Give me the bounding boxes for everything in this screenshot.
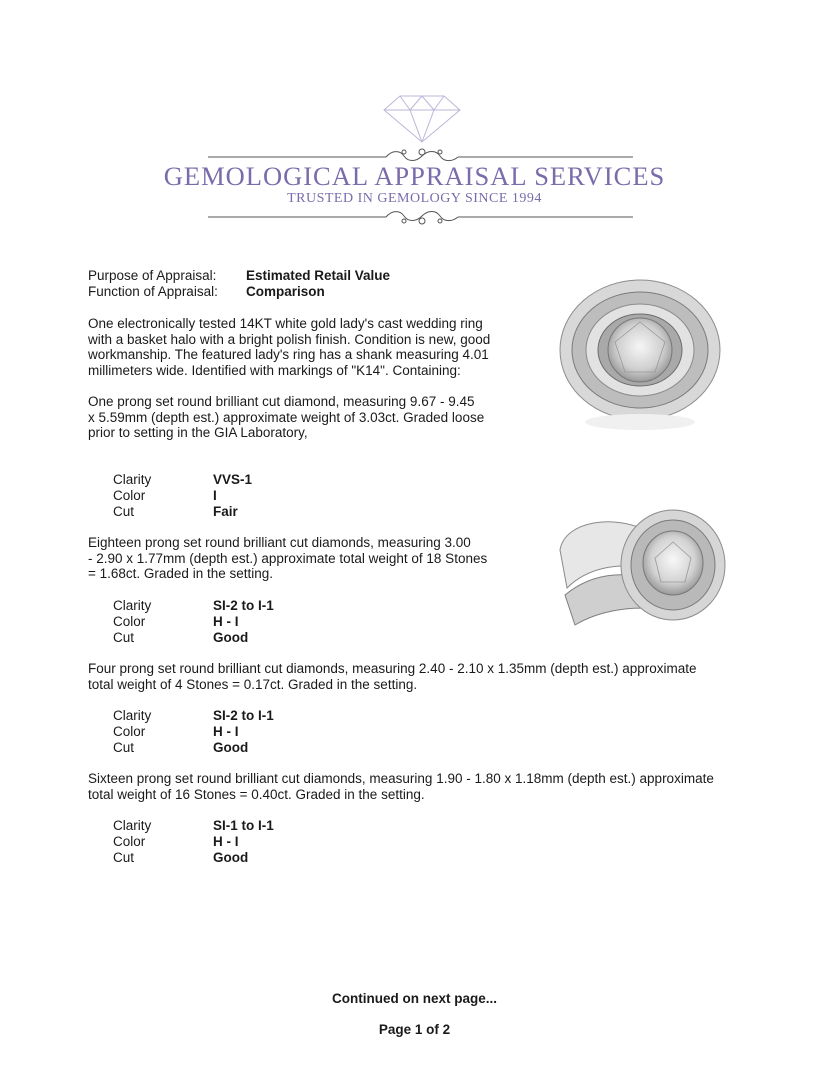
grade-value: Good [213,740,249,755]
stone-line: prior to setting in the GIA Laboratory, [88,425,308,441]
stone-description [88,771,714,802]
stone-description [88,661,697,692]
grade-value: SI-2 to I-1 [213,598,274,613]
stone-line: Eighteen prong set round brilliant cut diamonds, measuring 3.00 [88,535,471,550]
grade-label: Color [113,834,146,849]
stone-line: x 5.59mm (depth est.) approximate weight of 3.03ct. Graded loose [88,409,485,425]
stone-line: - 2.90 x 1.77mm (depth est.) approximate total weight of 18 Stones [88,550,488,566]
continued-note: Continued on next page... [332,991,497,1006]
purpose-value: Estimated Retail Value [246,268,391,283]
stone-line: Four prong set round brilliant cut diamonds, measuring 2.40 - 2.10 x 1.35mm (depth est.) approximate [88,661,697,676]
stone-description [88,394,484,441]
top-flourish [208,149,633,161]
description-line: One electronically tested 14KT white gold lady's cast wedding ring [88,316,483,331]
grade-label: Cut [113,740,135,755]
bottom-flourish [208,212,633,225]
stone-line: total weight of 16 Stones = 0.40ct. Graded in the setting. [88,786,425,802]
ring-photo-side [555,500,735,650]
function-value: Comparison [246,284,325,299]
grade-value: H - I [213,724,239,739]
grade-label: Color [113,488,146,503]
grade-label: Clarity [113,472,152,487]
grade-value: SI-1 to I-1 [213,818,274,833]
stone-line: total weight of 4 Stones = 0.17ct. Graded in the setting. [88,676,418,692]
grade-value: H - I [213,834,239,849]
company-tagline: TRUSTED IN GEMOLOGY SINCE 1994 [287,191,542,206]
grade-value: I [213,488,217,503]
grade-value: VVS-1 [213,472,253,487]
grade-label: Cut [113,504,135,519]
ring-photo-top [545,272,735,437]
stone-line: One prong set round brilliant cut diamond, measuring 9.67 - 9.45 [88,394,475,409]
grade-label: Cut [113,630,135,645]
grade-value: H - I [213,614,239,629]
description-line: with a basket halo with a bright polish finish. Condition is new, good [88,331,491,347]
item-description [88,316,490,378]
grade-value: Fair [213,504,238,519]
grade-label: Clarity [113,598,152,613]
grade-value: Good [213,850,249,865]
stone-line: = 1.68ct. Graded in the setting. [88,566,273,582]
diamond-icon [384,96,460,142]
stone-line: Sixteen prong set round brilliant cut diamonds, measuring 1.90 - 1.80 x 1.18mm (depth est.) approximate [88,771,714,786]
function-label: Function of Appraisal: [88,284,218,299]
grade-label: Color [113,724,146,739]
page-number: Page 1 of 2 [378,1022,451,1037]
grade-label: Clarity [113,818,152,833]
grade-value: Good [213,630,249,645]
purpose-label: Purpose of Appraisal: [88,268,217,283]
company-name: GEMOLOGICAL APPRAISAL SERVICES [163,161,666,191]
grade-label: Color [113,614,146,629]
description-line: millimeters wide. Identified with markings of "K14". Containing: [88,362,461,378]
grade-value: SI-2 to I-1 [213,708,274,723]
stone-description [88,535,487,582]
grade-label: Clarity [113,708,152,723]
description-line: workmanship. The featured lady's ring has a shank measuring 4.01 [88,347,489,363]
grade-label: Cut [113,850,135,865]
